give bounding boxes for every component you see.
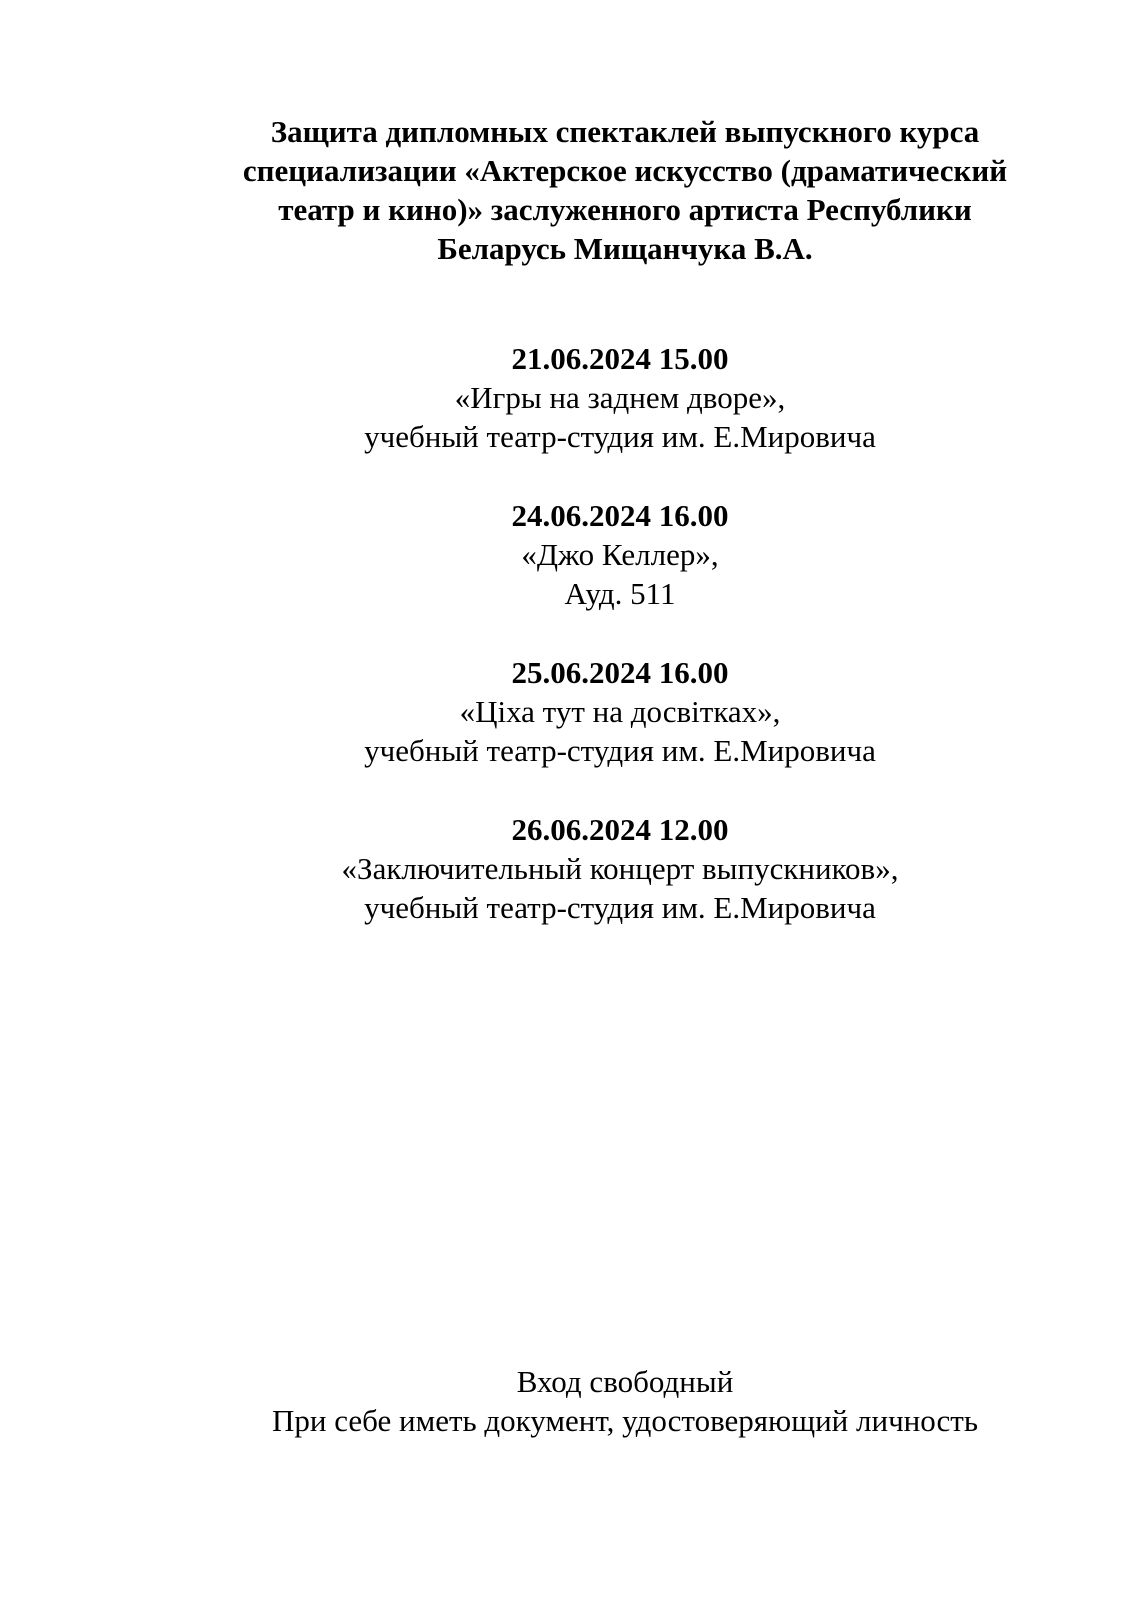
id-document-note: При себе иметь документ, удостоверяющий личность bbox=[272, 1403, 978, 1438]
event-item bbox=[220, 496, 1020, 613]
free-entry-text: Вход свободный bbox=[516, 1364, 734, 1399]
footer-note bbox=[160, 1362, 1090, 1440]
event-title: «Игры на заднем дворе», bbox=[454, 380, 786, 415]
event-venue: учебный театр-студия им. Е.Мировича bbox=[364, 419, 876, 454]
title-line-1: Защита дипломных спектаклей выпускного курса bbox=[270, 114, 980, 149]
event-item bbox=[220, 339, 1020, 456]
event-datetime: 24.06.2024 16.00 bbox=[511, 498, 729, 533]
event-venue: Ауд. 511 bbox=[564, 576, 676, 611]
title-line-4: Беларусь Мищанчука В.А. bbox=[437, 231, 813, 266]
event-title: «Заключительный концерт выпускников», bbox=[341, 851, 899, 886]
event-datetime: 21.06.2024 15.00 bbox=[511, 341, 729, 376]
title-line-2: специализации «Актерское искусство (драматический bbox=[242, 153, 1008, 188]
event-venue: учебный театр-студия им. Е.Мировича bbox=[364, 890, 876, 925]
event-title: «Джо Келлер», bbox=[521, 537, 719, 572]
event-datetime: 25.06.2024 16.00 bbox=[511, 655, 729, 690]
event-item bbox=[220, 653, 1020, 770]
event-schedule bbox=[220, 339, 1020, 967]
event-venue: учебный театр-студия им. Е.Мировича bbox=[364, 733, 876, 768]
event-datetime: 26.06.2024 12.00 bbox=[511, 812, 729, 847]
document-title bbox=[160, 112, 1090, 268]
event-title: «Ціха тут на досвітках», bbox=[459, 694, 781, 729]
title-line-3: театр и кино)» заслуженного артиста Республики bbox=[278, 192, 972, 227]
event-item bbox=[220, 810, 1020, 927]
